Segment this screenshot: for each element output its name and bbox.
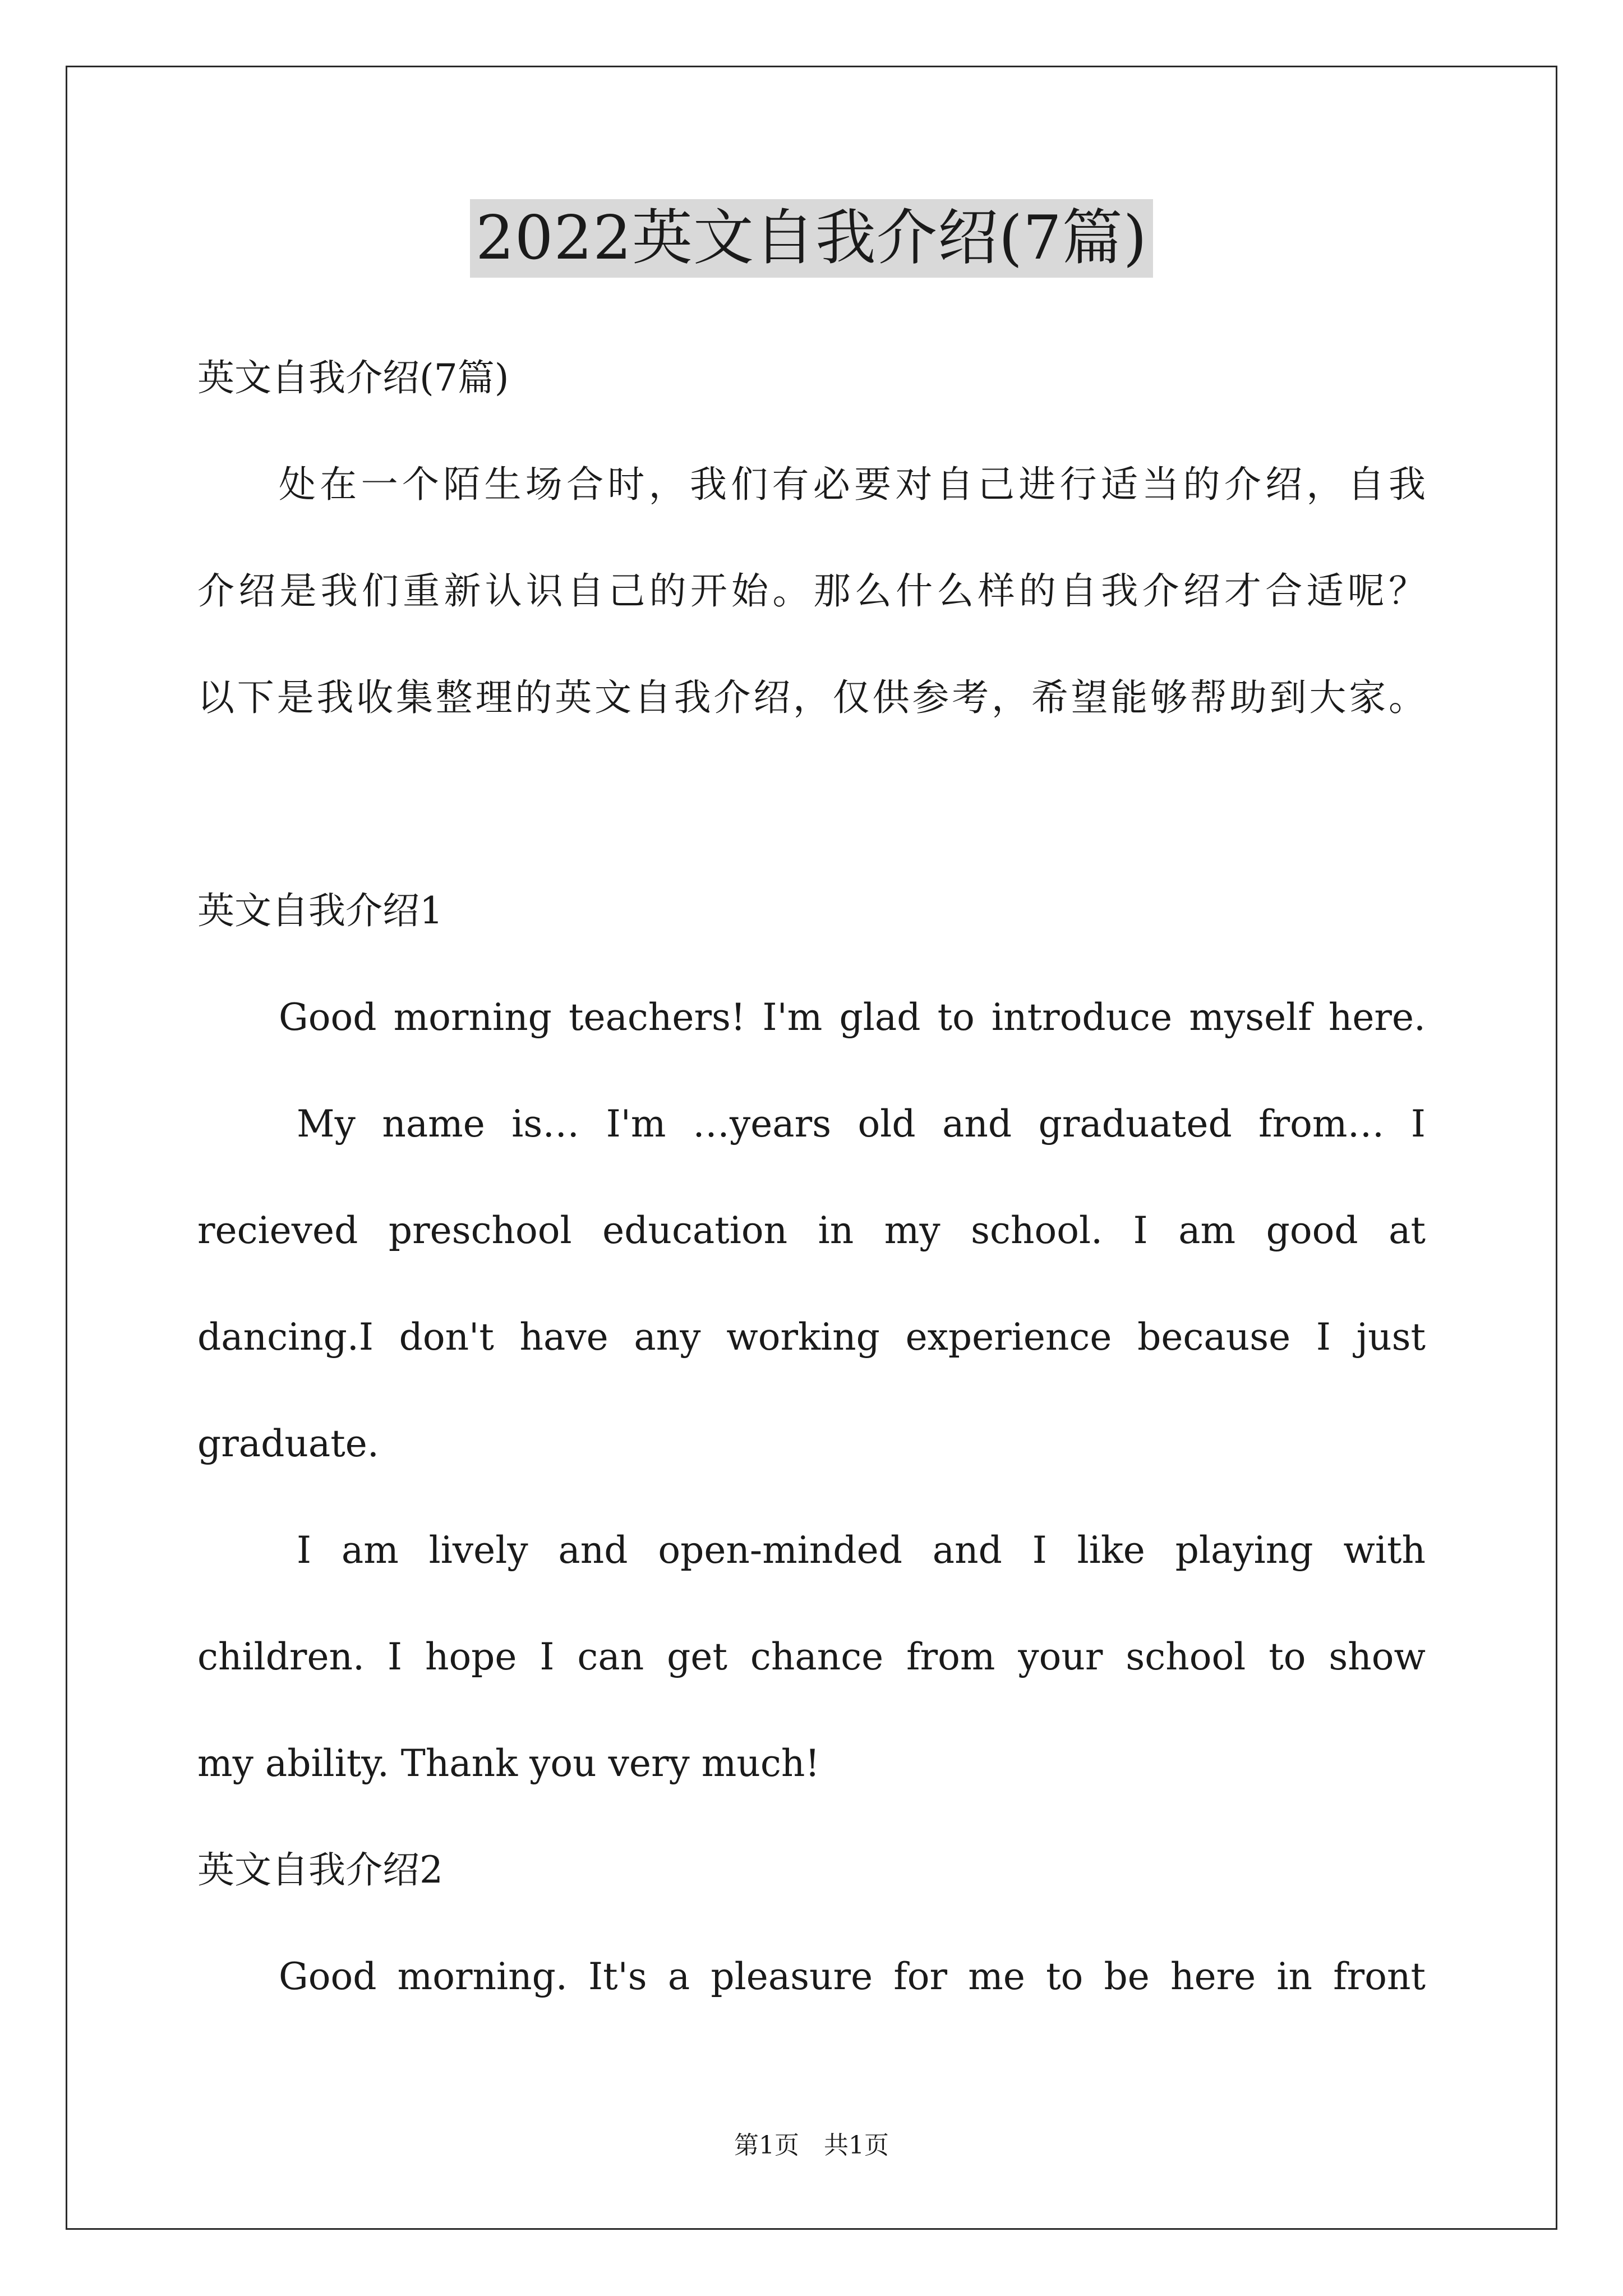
title-container: [0, 199, 1623, 278]
paragraph-line: graduate.: [197, 1422, 379, 1465]
paragraph-line: My name is… I'm …years old and graduated from… I: [297, 1102, 1426, 1145]
section-heading-1: 英文自我介绍1: [197, 889, 443, 932]
subtitle-line: 英文自我介绍(7篇): [197, 356, 509, 399]
document-title: 2022英文自我介绍(7篇): [470, 199, 1153, 278]
paragraph-line: my ability. Thank you very much!: [197, 1742, 820, 1785]
intro-line-2: 介绍是我们重新认识自己的开始。那么什么样的自我介绍才合适呢？: [197, 569, 1426, 613]
paragraph-line: recieved preschool education in my school. I am good at: [197, 1209, 1426, 1252]
paragraph-line: Good morning teachers! I'm glad to introduce myself here.: [279, 996, 1426, 1039]
paragraph-line: Good morning. It's a pleasure for me to be here in front: [279, 1955, 1426, 1998]
intro-line-3: 以下是我收集整理的英文自我介绍，仅供参考，希望能够帮助到大家。: [197, 676, 1426, 719]
paragraph-line: I am lively and open-minded and I like playing with: [297, 1529, 1426, 1572]
section-heading-2: 英文自我介绍2: [197, 1848, 443, 1892]
paragraph-line: dancing.I don't have any working experience because I just: [197, 1315, 1426, 1359]
paragraph-line: children. I hope I can get chance from your school to show: [197, 1635, 1426, 1678]
page-footer: 第1页 共1页: [734, 2131, 889, 2160]
intro-line-1: 处在一个陌生场合时，我们有必要对自己进行适当的介绍，自我: [279, 463, 1426, 506]
